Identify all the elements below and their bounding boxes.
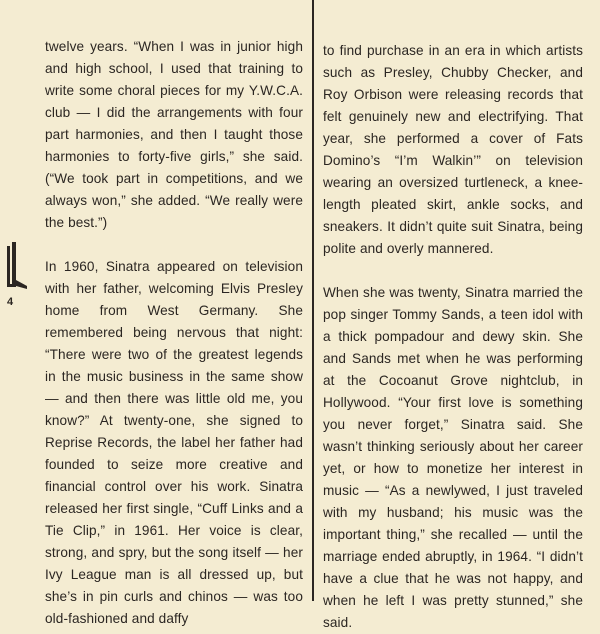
left-paragraph: In 1960, Sinatra appeared on television with her father, welcoming Elvis Presley home from West Germany. She remembered being nervous that night: “There were two of the greatest legends in the music business in the same show — and then there was little old me, you know?” At twenty-one, she signed to Reprise Records, the label her father had founded to seize more creative and financial control over his work. Sinatra released her first single, “Cuff Links and a Tie Clip,” in 1961. Her voice is clear, strong, and spry, but the song itself — her Ivy League man is all dressed up, but she’s in pin curls and chinos — was too old-fashioned and daffy [45, 259, 303, 626]
left-paragraph: twelve years. “When I was in junior high and high school, I used that training to write some choral pieces for my Y.W.C.A. club — I did the arrangements with four part harmonies, and then I taught those harmonies to forty-five girls,” she said. (“We took part in competitions, and we always won,” she added. “We really were the best.”) [45, 39, 303, 230]
right-paragraph: to find purchase in an era in which artists such as Presley, Chubby Checker, and Roy Orbison were releasing records that felt genuinely new and electrifying. That year, she performed a cover of Fats Domino’s “I’m Walkin’” on television wearing an oversized turtleneck, a knee-length pleated skirt, ankle socks, and sneakers. It didn’t quite suit Sinatra, being polite and overly mannered. [323, 43, 583, 256]
page-number: 4 [7, 296, 14, 308]
right-paragraph: When she was twenty, Sinatra married the pop singer Tommy Sands, a teen idol with a thick pompadour and dewy skin. She and Sands met when he was performing at the Cocoanut Grove nightclub, in Hollywood. “Your first love is something you never forget,” Sinatra said. She wasn’t thinking seriously about her career yet, or how to monetize her interest in music — “As a newlywed, I just traveled with my husband; his music was the important thing,” she recalled — until the marriage ended abruptly, in 1964. “I didn’t have a clue that he was not happy, and when he left I was pretty stunned,” she said. [323, 285, 583, 630]
decorative-bars-icon [5, 240, 29, 292]
column-divider [312, 0, 314, 601]
right-column [323, 40, 583, 634]
left-column [45, 36, 303, 630]
